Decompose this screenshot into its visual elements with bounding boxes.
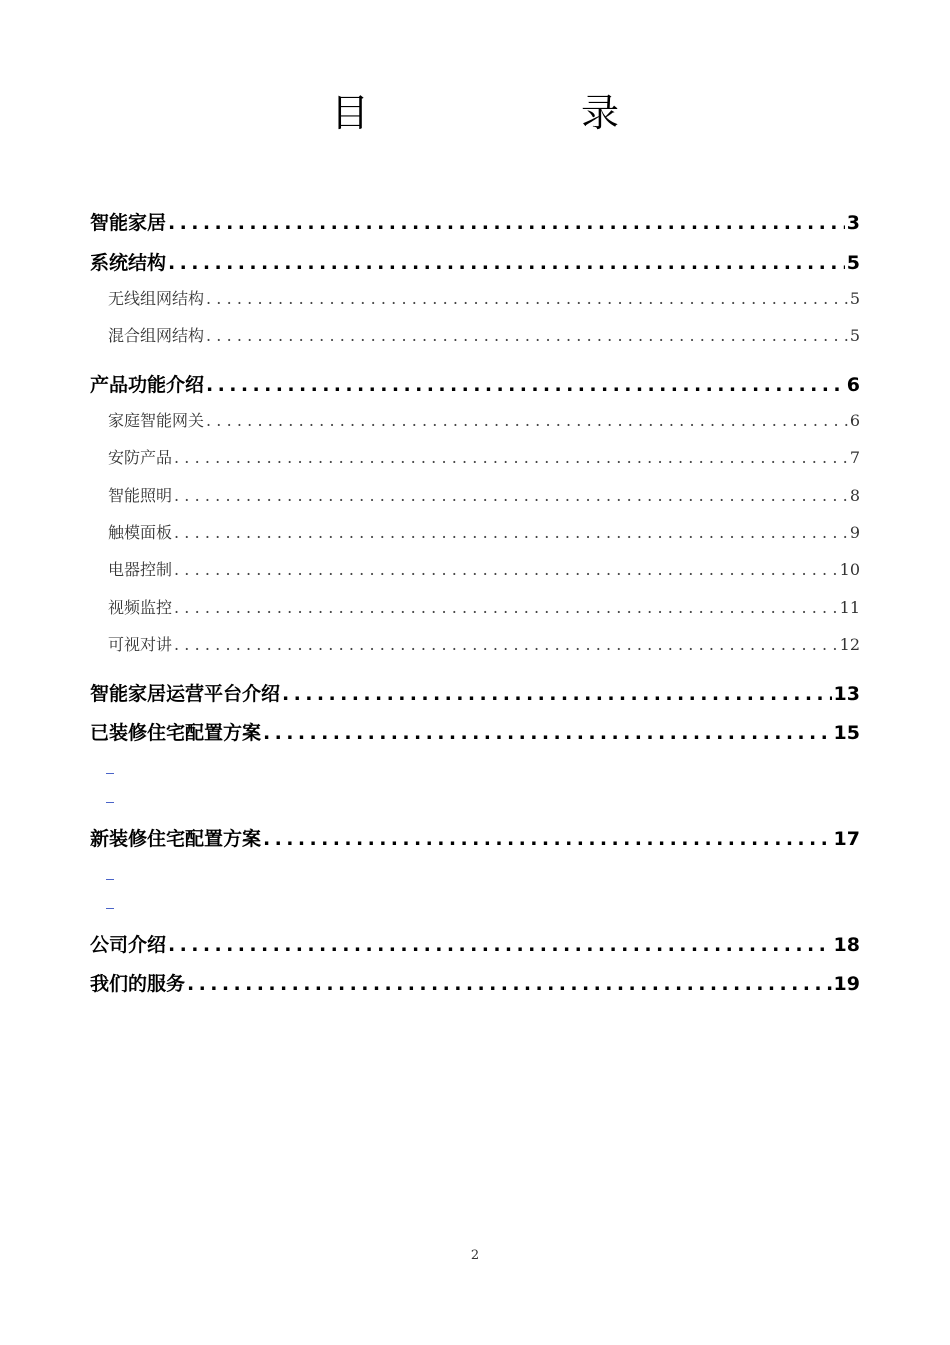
toc-entry-page: 5 [849, 326, 860, 345]
toc-entry-home-gateway[interactable] [108, 408, 860, 431]
toc-entry-system-structure[interactable] [90, 248, 860, 275]
toc-entry-text: 我们的服务 [90, 973, 186, 995]
toc-entry-text: 智能家居 [90, 212, 167, 234]
toc-entry-text: 安防产品 [108, 448, 173, 467]
empty-link-stub[interactable] [106, 907, 114, 909]
toc-entry-page: 3 [846, 212, 860, 234]
toc-entry-page: 13 [833, 683, 860, 705]
toc-leader-dots [187, 973, 832, 995]
toc-entry-page: 10 [839, 560, 860, 579]
toc-entry-security-products[interactable] [108, 445, 860, 468]
toc-entry-page: 17 [833, 828, 860, 850]
toc-leader-dots [263, 828, 832, 850]
toc-entry-page: 5 [849, 289, 860, 308]
toc-leader-dots [206, 411, 848, 430]
toc-entry-hybrid-network[interactable] [108, 323, 860, 346]
toc-entry-text: 产品功能介绍 [90, 374, 205, 396]
toc-entry-video-intercom[interactable] [108, 632, 860, 655]
toc-entry-page: 18 [833, 934, 860, 956]
toc-entry-page: 5 [846, 252, 860, 274]
toc-entry-page: 8 [849, 486, 860, 505]
toc-entry-text: 智能照明 [108, 486, 173, 505]
toc-entry-new-renovation-config[interactable] [90, 824, 860, 851]
toc-entry-renovated-config[interactable] [90, 718, 860, 745]
toc-leader-dots [174, 486, 848, 505]
toc-leader-dots [174, 560, 838, 579]
toc-leader-dots [206, 289, 848, 308]
toc-entry-text: 已装修住宅配置方案 [90, 722, 262, 744]
toc-entry-text: 混合组网结构 [108, 326, 205, 345]
toc-entry-text: 智能家居运营平台介绍 [90, 683, 281, 705]
toc-leader-dots [168, 934, 832, 956]
toc-entry-text: 视频监控 [108, 598, 173, 617]
toc-leader-dots [206, 326, 848, 345]
toc-entry-text: 新装修住宅配置方案 [90, 828, 262, 850]
toc-entry-text: 家庭智能网关 [108, 411, 205, 430]
toc-leader-dots [174, 448, 848, 467]
toc-entry-text: 触模面板 [108, 523, 173, 542]
toc-leader-dots [263, 722, 832, 744]
toc-entry-page: 9 [849, 523, 860, 542]
toc-entry-wireless-network[interactable] [108, 286, 860, 309]
empty-link-stub[interactable] [106, 772, 114, 774]
toc-entry-operations-platform[interactable] [90, 679, 860, 706]
toc-entry-page: 7 [849, 448, 860, 467]
toc-entry-smart-home[interactable] [90, 208, 860, 235]
toc-entry-smart-lighting[interactable] [108, 483, 860, 506]
toc-entry-text: 可视对讲 [108, 635, 173, 654]
toc-entry-our-services[interactable] [90, 969, 860, 996]
toc-leader-dots [174, 635, 838, 654]
toc-entry-text: 电器控制 [108, 560, 173, 579]
page-number: 2 [470, 1248, 480, 1263]
empty-link-stub[interactable] [106, 878, 114, 880]
toc-leader-dots [206, 374, 845, 396]
empty-link-stub[interactable] [106, 801, 114, 803]
toc-entry-product-functions[interactable] [90, 370, 860, 397]
toc-leader-dots [282, 683, 832, 705]
toc-entry-text: 系统结构 [90, 252, 167, 274]
toc-entry-touch-panel[interactable] [108, 520, 860, 543]
page-title: 目 录 [330, 91, 720, 135]
toc-entry-video-surveillance[interactable] [108, 595, 860, 618]
toc-entry-page: 11 [839, 598, 860, 617]
toc-entry-page: 12 [839, 635, 860, 654]
toc-entry-text: 公司介绍 [90, 934, 167, 956]
toc-leader-dots [168, 252, 845, 274]
toc-leader-dots [174, 598, 838, 617]
toc-entry-page: 6 [849, 411, 860, 430]
toc-entry-text: 无线组网结构 [108, 289, 205, 308]
toc-leader-dots [168, 212, 845, 234]
toc-entry-company-intro[interactable] [90, 930, 860, 957]
toc-entry-page: 19 [833, 973, 860, 995]
toc-entry-appliance-control[interactable] [108, 557, 860, 580]
toc-entry-page: 15 [833, 722, 860, 744]
toc-leader-dots [174, 523, 848, 542]
toc-entry-page: 6 [846, 374, 860, 396]
